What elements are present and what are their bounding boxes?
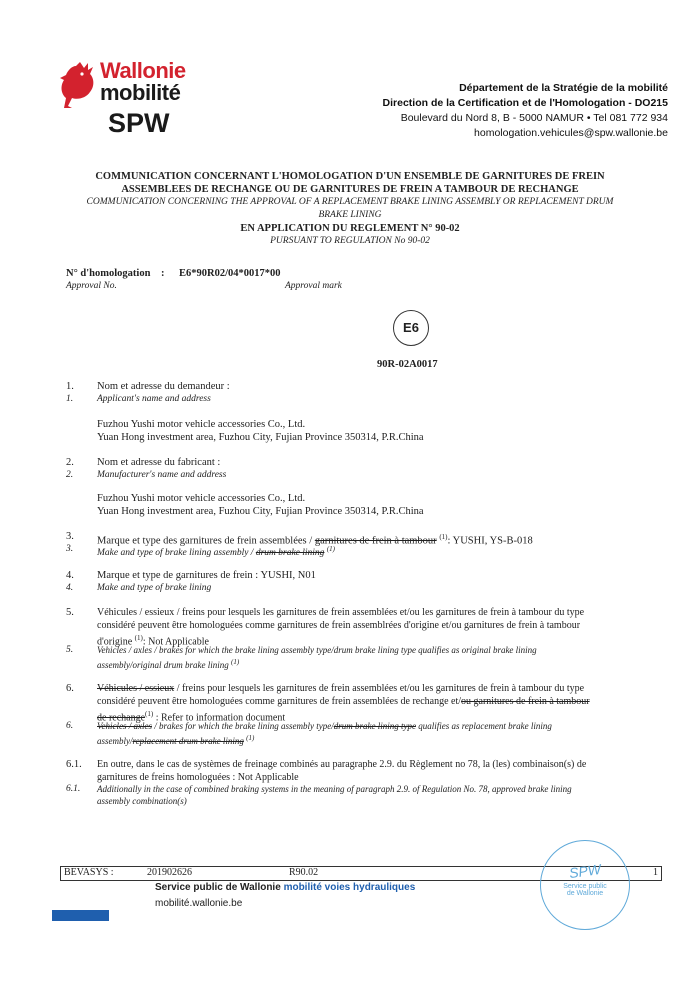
item-1-value-line2: Yuan Hong investment area, Fuzhou City, Fujian Province 350314, P.R.China <box>97 432 424 443</box>
item-6-struck-b: ou garnitures de frein à tambour <box>461 695 590 707</box>
item-2-label: Nom et adresse du fabricant : <box>97 457 221 468</box>
approval-label: N° d'homologation <box>66 268 151 279</box>
item-1-label-en: Applicant's name and address <box>97 394 211 404</box>
item-6-en-footnote: (1) <box>246 733 255 742</box>
item-3-en-footnote: (1) <box>326 545 335 553</box>
footer-regulation: R90.02 <box>289 867 319 878</box>
footer-page-number: 1 <box>653 867 658 878</box>
item-5-line1: Véhicules / essieux / freins pour lesquels les garnitures de frein assemblées et/ou les garnitures de frein à tambour du type <box>97 607 585 618</box>
spw-stamp <box>540 840 630 930</box>
item-5-label <box>97 607 657 649</box>
footer-service-name: Service public de Wallonie <box>155 882 281 893</box>
item-5-en-footnote: (1) <box>231 657 240 666</box>
item-3-number-en: 3. <box>66 544 74 554</box>
footer-service-mobility: mobilité voies hydrauliques <box>283 882 416 893</box>
item-2-number-en: 2. <box>66 470 74 480</box>
title-regulation-en: PURSUANT TO REGULATION No 90-02 <box>270 236 430 246</box>
item-6-label <box>97 683 657 725</box>
item-1-label: Nom et adresse du demandeur : <box>97 381 230 392</box>
item-6-en-line2: assembly/replacement drum brake lining $^{(1)}$ <box>97 733 255 746</box>
approval-colon: : <box>161 268 165 279</box>
item-6-line1: Véhicules / essieux / freins pour lesquels les garnitures de frein assemblées et/ou les garnitures de frein à tambour du type <box>97 683 585 694</box>
title-fr-line2: ASSEMBLEES DE RECHANGE OU DE GARNITURES DE FREIN A TAMBOUR DE RECHANGE <box>121 184 579 195</box>
footer-blue-bar <box>52 910 109 921</box>
item-6-label-en <box>97 721 657 747</box>
item-6-1-label-en <box>97 784 657 807</box>
item-6-1-en-line1: Additionally in the case of combined braking systems in the meaning of paragraph 2.9. of Regulation No. 78, approved brake lining <box>97 784 572 794</box>
logo-wallonie: Wallonie <box>100 58 186 83</box>
item-6-line2: considéré peuvent être homologuées comme garnitures de frein assemblées de rechange et/ou garnitures de frein à tambour <box>97 695 590 707</box>
item-3-number: 3. <box>66 531 74 542</box>
item-5-number: 5. <box>66 607 74 618</box>
item-6-1-label <box>97 759 657 784</box>
item-5-line2: considéré peuvent être homologuées comme garnitures de frein assemblrées d'origine et/ou garnitures de frein à tambour <box>97 619 581 631</box>
footer-system: BEVASYS : <box>64 867 114 878</box>
item-6-1-number: 6.1. <box>66 759 82 770</box>
title-en-line2: BRAKE LINING <box>318 210 382 220</box>
item-6-struck-c: de rechange <box>97 712 146 724</box>
footer-service <box>155 882 415 893</box>
item-5-footnote: (1) <box>134 634 143 642</box>
header-direction: Direction de la Certification et de l'Homologation - DO215 <box>382 97 668 109</box>
item-6-footnote: (1) <box>145 710 154 718</box>
item-6-number: 6. <box>66 683 74 694</box>
item-5-line3: d'origine $^{(1)}$: Not Applicable <box>97 634 209 648</box>
item-6-value: : Refer to information document <box>155 712 286 724</box>
approval-number: E6*90R02/04*0017*00 <box>179 268 281 279</box>
footer-website[interactable]: mobilité.wallonie.be <box>155 898 243 909</box>
document-title <box>60 170 640 248</box>
item-6-en-line1: Vehicles / axles / brakes for which the brake lining assembly type/drum brake lining type qualifies as replacement brake lining <box>97 721 552 731</box>
item-5-en-line2: assembly/original drum brake lining $^{(1)}$ <box>97 657 240 670</box>
item-6-1-en-line2: assembly combination(s) <box>97 795 187 806</box>
stamp-spw: SPW <box>568 860 602 882</box>
item-3-en-text-a: Make and type of brake lining assembly / <box>97 548 256 559</box>
approval-mark-circle: E6 <box>393 310 429 346</box>
wallonie-logo <box>58 58 228 144</box>
approval-mark-en: Approval mark <box>285 281 342 291</box>
item-6-1-line2: garnitures de freins homologuées : Not Applicable <box>97 771 299 783</box>
approval-mark-code: 90R-02A0017 <box>377 359 438 370</box>
item-5-label-en <box>97 645 657 671</box>
logo-spw: SPW <box>108 108 170 138</box>
item-3-text-a: Marque et type des garnitures de frein assemblées / <box>97 535 315 547</box>
item-4-label: Marque et type de garnitures de frein : YUSHI, N01 <box>97 570 316 581</box>
footer-reference: 201902626 <box>147 867 192 878</box>
title-en-line1: COMMUNICATION CONCERNING THE APPROVAL OF A REPLACEMENT BRAKE LINING ASSEMBLY OR REPLACEMENT DRUM <box>86 197 614 207</box>
item-4-number: 4. <box>66 570 74 581</box>
item-4-label-en: Make and type of brake lining <box>97 583 212 593</box>
item-3-footnote: (1) <box>439 533 448 541</box>
item-3-struck: garnitures de frein à tambour <box>314 535 437 547</box>
header-department: Département de la Stratégie de la mobilité <box>459 82 668 94</box>
item-1-number-en: 1. <box>66 394 74 404</box>
item-1-value-line1: Fuzhou Yushi motor vehicle accessories Co., Ltd. <box>97 419 306 430</box>
item-6-1-number-en: 6.1. <box>66 784 81 794</box>
stamp-line1: Service public <box>563 883 607 890</box>
item-2-value-line1: Fuzhou Yushi motor vehicle accessories Co., Ltd. <box>97 493 306 504</box>
approval-label-en: Approval No. <box>66 281 117 291</box>
item-3-value: : YUSHI, YS-B-018 <box>447 535 533 547</box>
logo-mobilite: mobilité <box>100 80 181 105</box>
item-5-number-en: 5. <box>66 645 74 655</box>
item-2-value-line2: Yuan Hong investment area, Fuzhou City, Fujian Province 350314, P.R.China <box>97 506 424 517</box>
item-3-label-en <box>97 544 657 560</box>
header-address: Boulevard du Nord 8, B - 5000 NAMUR • Tel 081 772 934 <box>400 112 668 124</box>
item-6-1-line1: En outre, dans le cas de systèmes de freinage combinés au paragraphe 2.9. du Règlement no 78, la (les) combinaison(s) de <box>97 759 587 770</box>
item-3-en-struck: drum brake lining <box>255 548 325 559</box>
item-5-value: : Not Applicable <box>142 636 209 648</box>
item-6-number-en: 6. <box>66 721 74 731</box>
item-6-struck-a: Véhicules / essieux <box>97 683 175 694</box>
title-regulation-fr: EN APPLICATION DU REGLEMENT N° 90-02 <box>240 223 460 234</box>
item-2-label-en: Manufacturer's name and address <box>97 470 227 480</box>
item-5-en-line1: Vehicles / axles / brakes for which the brake lining assembly type/drum brake lining type qualifies as original brake lining <box>97 645 537 655</box>
header-email[interactable]: homologation.vehicules@spw.wallonie.be <box>474 127 668 139</box>
item-1-number: 1. <box>66 381 74 392</box>
stamp-line2: de Wallonie <box>566 890 604 897</box>
item-4-number-en: 4. <box>66 583 74 593</box>
rooster-icon <box>58 60 98 112</box>
item-2-number: 2. <box>66 457 74 468</box>
title-fr-line1: COMMUNICATION CONCERNANT L'HOMOLOGATION D'UN ENSEMBLE DE GARNITURES DE FREIN <box>95 171 605 182</box>
